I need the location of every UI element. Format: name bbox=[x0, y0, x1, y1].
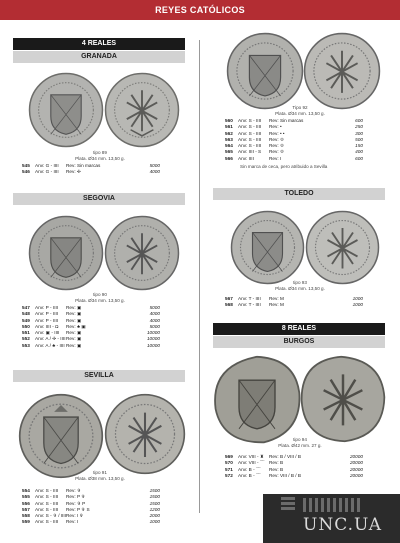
list-item: 547 Anv: P - IIII Rev: ▣ 5000 bbox=[22, 305, 160, 310]
list-item: 559 Anv: S - IIII Rev: I 1000 bbox=[22, 519, 160, 525]
list-item: 545 Anv: G - IIII Rev: Sin marcas 5000 bbox=[22, 163, 160, 168]
watermark-text: UNC.UA bbox=[303, 515, 383, 535]
caption-specs: Plata. Ø34 mm. 13,50 g. bbox=[275, 286, 325, 291]
list-item: 572 Anv: B - ⌒ Rev: VIII / B / B 20000 bbox=[225, 472, 363, 478]
caption-type: tipo 90 bbox=[93, 292, 107, 297]
list-item: 569 Anv: VIII - ♜ Rev: B / VIII / B 20000 bbox=[225, 454, 363, 459]
coin-sevilla-obverse bbox=[18, 393, 104, 479]
list-item: 553 Anv: A / ♣ - IIII Rev: ▣ 10000 bbox=[22, 342, 160, 348]
list-item: 564 Anv: S - IIII Rev: ♔ 150 bbox=[225, 143, 363, 149]
sevilla-t92-price-list bbox=[225, 118, 363, 162]
list-item: 562 Anv: S - IIII Rev: • • 300 bbox=[225, 130, 363, 136]
caption-type: tipo 89 bbox=[93, 150, 107, 155]
segovia-price-list bbox=[22, 305, 160, 349]
list-item: 551 Anv: ▣ - IIII Rev: ▣ 10000 bbox=[22, 330, 160, 336]
caption-specs: Plata. Ø34 mm. 13,50 g. bbox=[75, 298, 125, 303]
pattern-icon bbox=[303, 498, 363, 512]
sevilla-price-list bbox=[22, 488, 160, 526]
list-item: 552 Anv: A / ✣ - IIII Rev: ▣ 10000 bbox=[22, 336, 160, 342]
list-item: 549 Anv: P - IIII Rev: ▣ 4000 bbox=[22, 317, 160, 323]
header-granada: GRANADA bbox=[13, 51, 185, 63]
list-item: 546 Anv: G - IIII Rev: ✣ 4000 bbox=[22, 169, 160, 175]
coin-toledo-obverse bbox=[230, 210, 305, 285]
castle-logo-icon bbox=[281, 496, 295, 510]
list-item: 561 Anv: S - IIII Rev: • 250 bbox=[225, 124, 363, 130]
list-item: 556 Anv: S - IIII Rev: ✞ P 1500 bbox=[22, 500, 160, 506]
caption-specs: Plata. Ø38 mm. 13,50 g. bbox=[75, 476, 125, 481]
toledo-price-list bbox=[225, 296, 363, 309]
header-toledo: TOLEDO bbox=[213, 188, 385, 200]
caption-specs: Plata. Ø34 mm. 13,50 g. bbox=[275, 111, 325, 116]
coin-granada-reverse bbox=[104, 72, 180, 148]
section-4-reales: 4 REALES bbox=[13, 38, 185, 50]
list-item: 550 Anv: IIII - Ω Rev: ♣ ▣ 5000 bbox=[22, 323, 160, 329]
coin-sevilla-t92-obverse bbox=[226, 32, 304, 110]
page-title: REYES CATÓLICOS bbox=[0, 0, 400, 20]
header-segovia: SEGOVIA bbox=[13, 193, 185, 205]
list-item: 558 Anv: S - ✞ / IIII Rev: I ✞ 2000 bbox=[22, 513, 160, 519]
list-item: 555 Anv: S - IIII Rev: P ✞ 1500 bbox=[22, 494, 160, 500]
list-item: 563 Anv: S - IIII Rev: ♔ 500 bbox=[225, 136, 363, 142]
list-item: 570 Anv: VIII - ⌒ Rev: B 20000 bbox=[225, 460, 363, 466]
coin-segovia-obverse bbox=[28, 215, 104, 291]
caption-specs: Plata. Ø34 mm. 13,50 g. bbox=[75, 156, 125, 161]
header-sevilla: SEVILLA bbox=[13, 370, 185, 382]
coin-granada-obverse bbox=[28, 72, 104, 148]
granada-price-list bbox=[22, 163, 160, 176]
coin-segovia-reverse bbox=[104, 215, 180, 291]
caption-type: tipo 91 bbox=[93, 470, 107, 475]
caption-type: tipo 94 bbox=[293, 437, 307, 442]
list-item: 567 Anv: T - IIII Rev: M 1000 bbox=[225, 296, 363, 301]
list-item: 557 Anv: S - IIII Rev: P ✞ S 1200 bbox=[22, 506, 160, 512]
caption-specs: Plata. Ø42 mm. 27 g. bbox=[278, 443, 322, 448]
burgos-price-list bbox=[225, 454, 363, 479]
caption-type: tipo 93 bbox=[293, 280, 307, 285]
list-item: 565 Anv: IIII - S Rev: ♔ 400 bbox=[225, 149, 363, 155]
coin-toledo-reverse bbox=[305, 210, 380, 285]
coin-burgos-reverse bbox=[299, 355, 387, 443]
header-burgos: BURGOS bbox=[213, 336, 385, 348]
coin-burgos-obverse bbox=[211, 355, 303, 445]
list-item: 548 Anv: P - IIII Rev: ▣ 4000 bbox=[22, 311, 160, 317]
coin-sevilla-reverse bbox=[104, 393, 186, 475]
list-item: 568 Anv: T - IIII Rev: M 1000 bbox=[225, 302, 363, 308]
watermark-banner bbox=[263, 494, 400, 543]
coin-sevilla-t92-reverse bbox=[303, 32, 381, 110]
list-item: 566 Anv: IIII Rev: I 600 bbox=[225, 155, 363, 161]
list-item: 560 Anv: S - IIII Rev: Sin marcas 600 bbox=[225, 118, 363, 123]
list-item: 571 Anv: B - ⌒ Rev: B 20000 bbox=[225, 466, 363, 472]
attribution-note: Sin marca de ceca, pero atribuido a Sevilla bbox=[240, 164, 328, 169]
section-8-reales: 8 REALES bbox=[213, 323, 385, 335]
column-divider bbox=[199, 40, 200, 513]
list-item: 554 Anv: S - IIII Rev: ✞ 1500 bbox=[22, 488, 160, 493]
caption-type: Tipo 92 bbox=[292, 105, 308, 110]
